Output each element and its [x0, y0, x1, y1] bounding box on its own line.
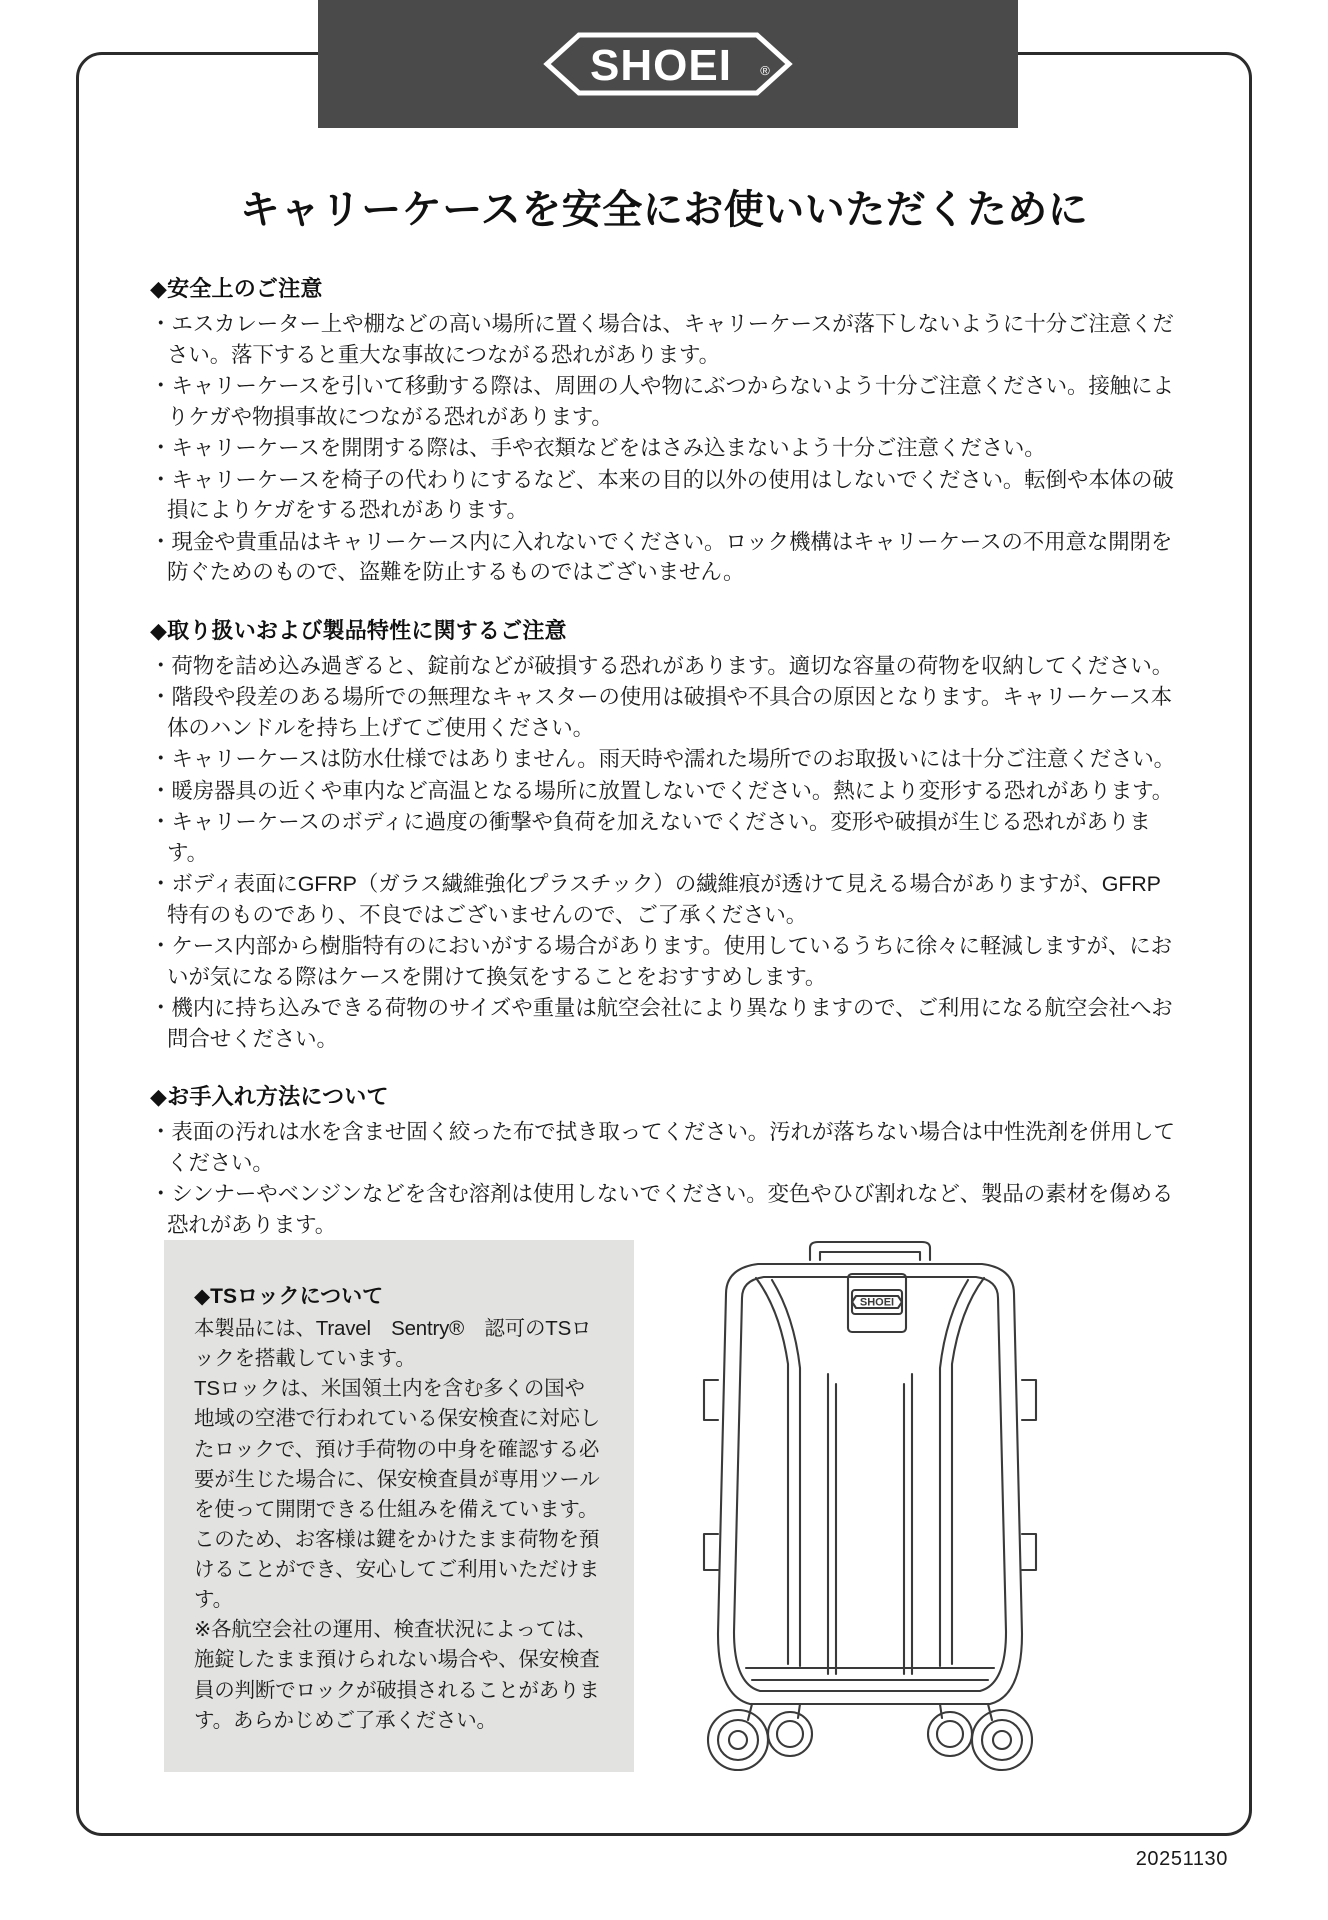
- page-title: キャリーケースを安全にお使いいただくために: [239, 188, 1089, 232]
- bullet-item: ・暖房器具の近くや車内など高温となる場所に放置しないでください。熱により変形する恐れがあります。: [150, 778, 1174, 803]
- brand-banner: [318, 0, 1018, 128]
- bullet-item: ・キャリーケースのボディに過度の衝撃や負荷を加えないでください。変形や破損が生じる恐れがあります。: [150, 810, 1151, 865]
- bullet-item: ・キャリーケースを椅子の代わりにするなど、本来の目的以外の使用はしないでください。転倒や本体の破損によりケガをする恐れがあります。: [150, 467, 1174, 523]
- suitcase-illustration: [660, 1234, 1080, 1774]
- bullet-item: ・表面の汚れは水を含ませ固く絞った布で拭き取ってください。汚れが落ちない場合は中性洗剤を併用してください。: [150, 1120, 1175, 1175]
- ts-lock-paragraph: TSロックは、米国領土内を含む多くの国や地域の空港で行われている保安検査に対応したロックで、預け手荷物の中身を確認する必要が生じた場合に、保安検査員が専用ツールを使って開閉できる仕組みを備えています。: [194, 1377, 600, 1521]
- bottom-area: [150, 1240, 1180, 1780]
- bullet-item: ・現金や貴重品はキャリーケース内に入れないでください。ロック機構はキャリーケースの不用意な開閉を防ぐためのもので、盗難を防止するものではございません。: [150, 529, 1173, 585]
- bullet-item: ・ボディ表面にGFRP（ガラス繊維強化プラスチック）の繊維痕が透けて見える場合がありますが、GFRP特有のものであり、不良ではございませんので、ご了承ください。: [150, 872, 1161, 927]
- bullet-item: ・キャリーケースを開閉する際は、手や衣類などをはさみ込まないよう十分ご注意ください。: [150, 436, 1046, 461]
- bullet-item: ・シンナーやベンジンなどを含む溶剤は使用しないでください。変色やひび割れなど、製品の素材を傷める恐れがあります。: [150, 1182, 1174, 1237]
- ts-lock-paragraph: ※各航空会社の運用、検査状況によっては、施錠したまま預けられない場合や、保安検査員の判断でロックが破損されることがあります。あらかじめご了承ください。: [194, 1618, 600, 1732]
- bullet-item: ・キャリーケースを引いて移動する際は、周囲の人や物にぶつからないよう十分ご注意ください。接触によりケガや物損事故につながる恐れがあります。: [150, 374, 1174, 429]
- section-heading-handling: ◆取り扱いおよび製品特性に関するご注意: [150, 617, 567, 643]
- bullet-item: ・エスカレーター上や棚などの高い場所に置く場合は、キャリーケースが落下しないように十分ご注意ください。落下すると重大な事故につながる恐れがあります。: [150, 312, 1174, 367]
- ts-lock-info-box: [164, 1240, 634, 1772]
- bullet-item: ・階段や段差のある場所での無理なキャスターの使用は破損や不具合の原因となります。キャリーケース本体のハンドルを持ち上げてご使用ください。: [150, 685, 1173, 740]
- section-heading-care: ◆お手入れ方法について: [150, 1084, 389, 1110]
- bullet-item: ・キャリーケースは防水仕様ではありません。雨天時や濡れた場所でのお取扱いには十分ご注意ください。: [150, 747, 1176, 772]
- bullet-item: ・機内に持ち込みできる荷物のサイズや重量は航空会社により異なりますので、ご利用になる航空会社へお問合せください。: [150, 996, 1173, 1051]
- svg-text:®: ®: [760, 63, 770, 78]
- section-heading-safety: ◆安全上のご注意: [150, 276, 323, 301]
- document-body: [150, 272, 1180, 1266]
- section-care-instructions: [150, 1080, 1180, 1240]
- bullet-item: ・荷物を詰め込み過ぎると、錠前などが破損する恐れがあります。適切な容量の荷物を収納してください。: [150, 653, 1174, 678]
- ts-lock-heading: ◆TSロックについて: [194, 1285, 384, 1308]
- bullet-list-care: [150, 1117, 1180, 1240]
- shoei-logo: [543, 31, 793, 97]
- date-code: 20251130: [1135, 1848, 1228, 1870]
- ts-lock-paragraph: 本製品には、Travel Sentry® 認可のTSロックを搭載しています。: [194, 1317, 592, 1371]
- section-handling-precautions: [150, 614, 1180, 1055]
- bullet-list-handling: [150, 651, 1180, 1055]
- svg-text:SHOEI: SHOEI: [590, 41, 732, 90]
- ts-lock-paragraph: このため、お客様は鍵をかけたまま荷物を預けることができ、安心してご利用いただけます。: [194, 1527, 600, 1612]
- bullet-item: ・ケース内部から樹脂特有のにおいがする場合があります。使用しているうちに徐々に軽減しますが、においが気になる際はケースを開けて換気をすることをおすすめします。: [150, 934, 1173, 989]
- svg-text:SHOEI: SHOEI: [859, 1296, 895, 1309]
- bullet-list-safety: [150, 309, 1180, 588]
- section-safety-precautions: [150, 272, 1180, 588]
